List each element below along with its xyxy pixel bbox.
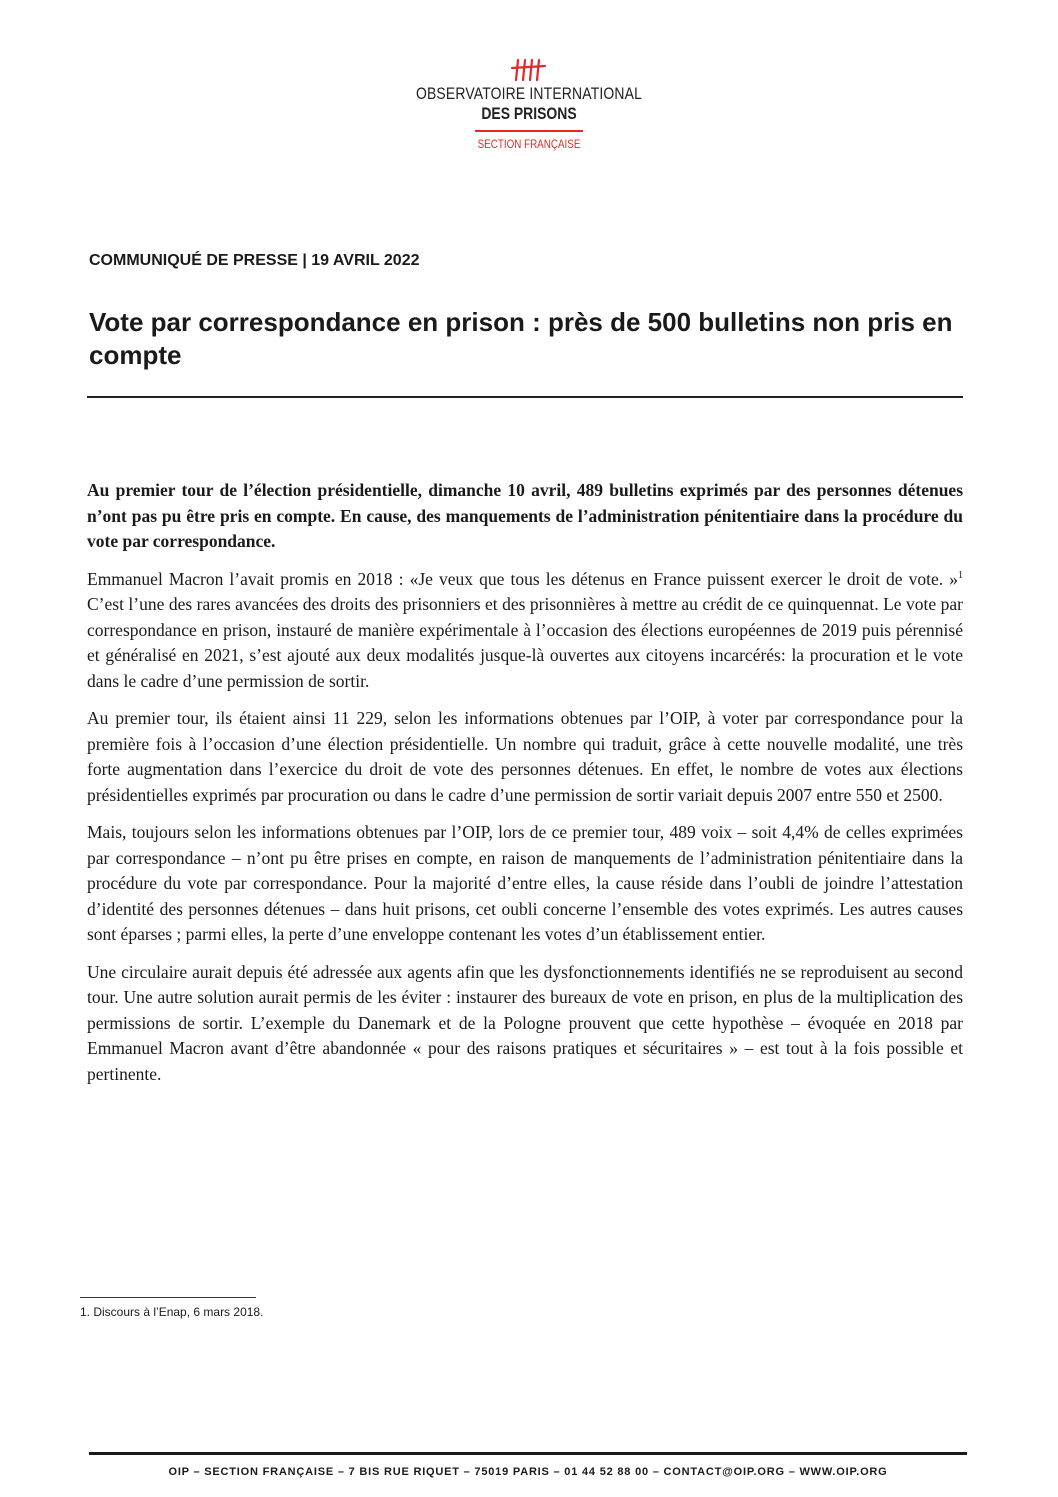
footer-contact: OIP – SECTION FRANÇAISE – 7 BIS RUE RIQUET – 75019 PARIS – 01 44 52 88 00 – CONTACT@OIP.ORG – WWW.OIP.ORG [168, 1466, 888, 1478]
footnote-ref[interactable]: 1 [958, 569, 963, 581]
footer-divider [89, 1452, 967, 1455]
paragraph-3: Mais, toujours selon les informations obtenues par l’OIP, lors de ce premier tour, 489 voix – soit 4,4% de celles exprimées par correspondance – n’ont pu être prises en compte, en raison de manquements de l’administration pénitentiaire dans la procédure du vote par correspondance. Pour la majorité d’entre elles, la cause réside dans l’oubli de joindre l’attestation d’identité des personnes détenues – dans huit prisons, cet oubli concerne l’ensemble des votes exprimés. Les autres causes sont éparses ; parmi elles, la perte d’une enveloppe contenant les votes d’un établissement entier. [87, 822, 963, 944]
article-body [87, 478, 963, 1099]
oip-logo [380, 58, 678, 151]
logo-line-observatoire: OBSERVATOIRE INTERNATIONAL [415, 84, 643, 103]
footnote-divider [80, 1297, 256, 1298]
paragraph-2: Au premier tour, ils étaient ainsi 11 229, selon les informations obtenues par l’OIP, à voter par correspondance pour la première fois à l’occasion d’une élection présidentielle. Un nombre qui traduit, grâce à cette nouvelle modalité, une très forte augmentation dans l’exercice du droit de vote des personnes détenues. En effet, le nombre de votes aux élections présidentielles exprimés par procuration ou dans le cadre d’une permission de sortir variait depuis 2007 entre 550 et 2500. [87, 708, 963, 805]
paragraph-1-text-a: Emmanuel Macron l’avait promis en 2018 : «Je veux que tous les détenus en France puissent exercer le droit de vote. » [87, 568, 958, 589]
logo-line-section: SECTION FRANÇAISE [477, 136, 581, 151]
paragraph-1 [87, 567, 963, 695]
paragraph-1-text-b: C’est l’une des rares avancées des droits des prisonniers et des prisonnières à mettre au crédit de ce quinquennat. Le vote par correspondance en prison, instauré de manière expérimentale à l’occasion des élections européennes de 2019 puis pérennisé et généralisé en 2021, s’est ajouté aux deux modalités jusque-là ouvertes aux citoyens incarcérés: la procuration et le vote dans le cadre d’une permission de sortir. [87, 594, 963, 691]
title-divider [87, 396, 963, 398]
page-title: Vote par correspondance en prison : près de 500 bulletins non pris en compte [89, 307, 953, 370]
paragraph-4: Une circulaire aurait depuis été adressée aux agents afin que les dysfonctionnements identifiés ne se reproduisent au second tour. Une autre solution aurait permis de les éviter : instaurer des bureaux de vote en prison, en plus de la multiplication des permissions de sortir. L’exemple du Danemark et de la Pologne prouvent que cette hypothèse – évoquée en 2018 par Emmanuel Macron avant d’être abandonnée « pour des raisons pratiques et sécuritaires » – est tout à la fois possible et pertinente. [87, 961, 963, 1084]
press-release-kicker: COMMUNIQUÉ DE PRESSE | 19 AVRIL 2022 [89, 252, 420, 269]
prison-bars-icon [509, 58, 549, 82]
footnote: 1. Discours à l’Enap, 6 mars 2018. [80, 1305, 264, 1319]
logo-divider [475, 130, 583, 132]
lead-paragraph: Au premier tour de l’élection présidentielle, dimanche 10 avril, 489 bulletins exprimés par des personnes détenues n’ont pas pu être pris en compte. En cause, des manquements de l’administration pénitentiaire dans la procédure du vote par correspondance. [87, 480, 963, 551]
logo-line-des-prisons: DES PRISONS [481, 104, 577, 123]
